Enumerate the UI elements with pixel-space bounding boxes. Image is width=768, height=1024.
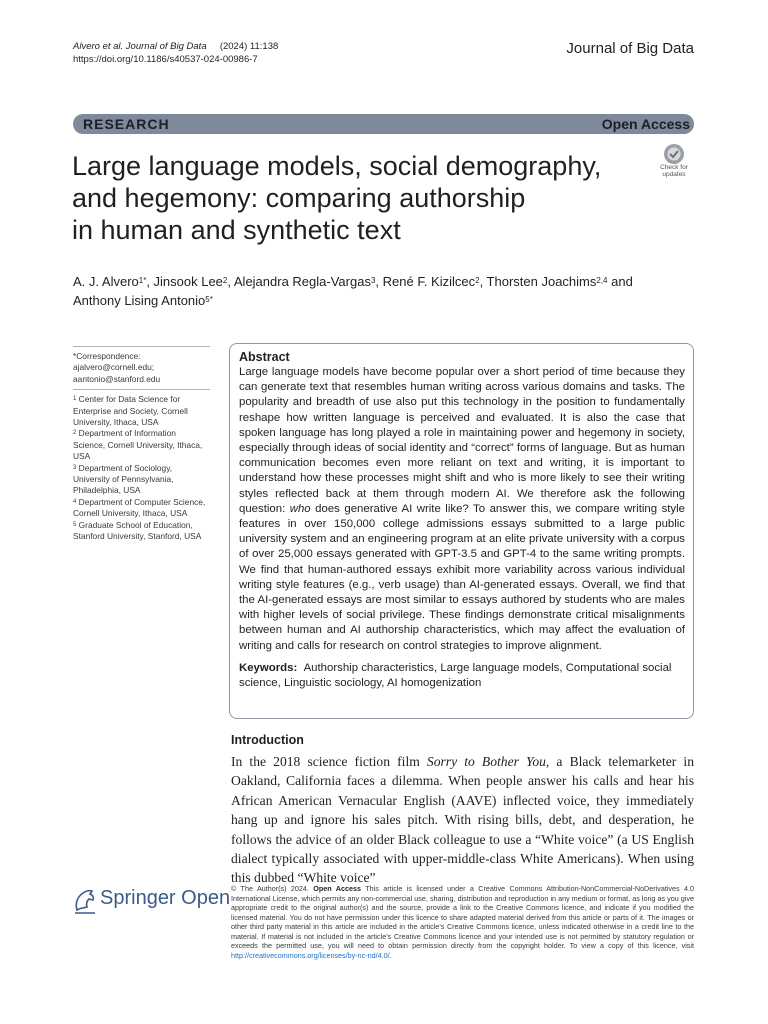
correspondence-label: *Correspondence: — [73, 351, 141, 361]
author-affil: 2 — [222, 276, 228, 285]
open-access-bold: Open Access — [313, 884, 361, 893]
affiliations-sidebar — [73, 346, 210, 543]
license-text — [231, 884, 694, 960]
keywords-label: Keywords: — [239, 661, 298, 674]
section-band — [73, 114, 694, 134]
introduction-heading: Introduction — [231, 733, 304, 747]
springer-open-logo — [72, 886, 231, 921]
author-affil: 1* — [138, 276, 147, 285]
check-for-updates-badge[interactable] — [655, 141, 693, 179]
correspondence-email-2[interactable]: aantonio@stanford.edu — [73, 373, 161, 384]
open-access-label: Open Access — [601, 116, 690, 132]
author-affil: 3 — [370, 276, 376, 285]
license-end: . — [389, 950, 392, 960]
affil-number: 4 — [73, 498, 77, 505]
affiliation-item — [73, 497, 210, 520]
abstract-heading: Abstract — [239, 350, 290, 364]
affiliation-item — [73, 463, 210, 497]
abstract-text-emphasis: who — [289, 502, 311, 515]
affiliation-item — [73, 428, 210, 462]
intro-text: In the 2018 science fiction film — [231, 754, 427, 769]
author-affil: 5* — [205, 295, 213, 304]
springer-open-text: Springer Open — [100, 887, 231, 909]
correspondence-email-1[interactable]: ajalvero@cornell.edu; — [73, 362, 155, 373]
affil-text: Department of Computer Science, Cornell University, Ithaca, USA — [73, 496, 206, 519]
copyright: © The Author(s) 2024. — [231, 884, 314, 893]
film-title: Sorry to Bother You — [426, 754, 546, 769]
affil-text: Graduate School of Education, Stanford University, Stanford, USA — [73, 519, 202, 542]
affil-number: 5 — [73, 521, 77, 528]
introduction-paragraph — [231, 752, 694, 888]
affiliation-item — [73, 520, 210, 543]
abstract-text-part: Large language models have become popular over a short period of time because they can generate text that resembles human writing across various domains and tasks. The popularity and breadth of use also put this technology in the position to fundamentally reshape how written language is perceived and evaluated. It is also the case that spoken language has long played a role in maintaining power and hegemony in society, especially through ideas of social identity and “correct” forms of language. But as human communication becomes even more reliant on text and writing, it is important to understand how these processes might shift and who is more likely to see their writing styles reflected back at them through modern AI. We therefore ask the following question: — [239, 366, 685, 515]
license-link[interactable]: http://creativecommons.org/licenses/by-nc-nd/4.0/ — [231, 950, 390, 960]
title-line-2: and hegemony: comparing authorship — [72, 183, 526, 213]
abstract-text-part: does generative AI write like? To answer this, we compare writing style features in over 150,000 college admissions essays submitted to a large public university system and an engineering program at an elite private university with a corpus of over 25,000 essays generated with GPT-3.5 and GPT-4 to the same writing prompts. We find that human-authored essays exhibit more variability across various individual writing style features (e.g., verb usage) than AI-generated essays. Overall, we find that the AI-generated essays are most similar to essays authored by students who are males with higher levels of social privilege. These findings demonstrate critical misalignments between human and AI authorship characteristics, which may affect the evaluation of writing and calls for research on control strategies to improve alignment. — [239, 502, 685, 652]
author-conjunction: and — [607, 274, 633, 289]
keywords — [239, 661, 685, 691]
affil-text: Center for Data Science for Enterprise and Society, Cornell University, Ithaca, USA — [73, 394, 188, 428]
author-name[interactable]: , Jinsook Lee — [146, 274, 223, 289]
affil-text: Department of Sociology, University of Pennsylvania, Philadelphia, USA — [73, 462, 174, 496]
abstract-box — [229, 343, 694, 719]
affil-number: 3 — [73, 464, 77, 471]
journal-ref: Alvero et al. Journal of Big Data — [73, 41, 207, 52]
author-affil: 2 — [475, 276, 480, 285]
crossmark-line2: updates — [662, 171, 686, 178]
crossmark-line1: Check for — [660, 164, 688, 171]
author-name[interactable]: Anthony Lising Antonio — [73, 293, 206, 308]
author-name[interactable]: , Thorsten Joachims — [479, 274, 597, 289]
author-list — [73, 272, 633, 310]
author-affil: 2,4 — [596, 276, 608, 285]
crossmark-icon — [655, 141, 693, 179]
journal-volume: (2024) 11:138 — [219, 41, 279, 52]
intro-text: , a Black telemarketer in Oakland, California faces a dilemma. When people answer his calls and hear his African American Vernacular English (AAVE) inflected voice, they immediately hang up and ignore his sales pitch. With rising bills, debt, and desperation, he follows the advice of an older Black colleague to use a “White voice” (a US English dialect typically associated with upper-middle-class White Americans). When using this dubbed “White voice” — [231, 754, 694, 886]
article-title — [72, 150, 652, 246]
title-line-1: Large language models, social demography, — [72, 151, 602, 181]
springer-horse-icon — [72, 886, 98, 916]
author-name[interactable]: A. J. Alvero — [73, 274, 139, 289]
affil-number: 1 — [73, 396, 77, 403]
abstract-text — [239, 365, 685, 654]
doi-link[interactable]: https://doi.org/10.1186/s40537-024-00986-7 — [73, 54, 258, 65]
affiliation-item — [73, 394, 210, 428]
author-name[interactable]: , René F. Kizilcec — [375, 274, 476, 289]
affil-number: 2 — [73, 430, 77, 437]
title-line-3: in human and synthetic text — [72, 215, 401, 245]
journal-name: Journal of Big Data — [566, 40, 694, 57]
divider — [73, 389, 210, 390]
affil-text: Department of Information Science, Cornell University, Ithaca, USA — [73, 428, 203, 462]
keywords-list: Authorship characteristics, Large language models, Computational social science, Linguistic sociology, AI homogenization — [239, 661, 672, 690]
license-body: This article is licensed under a Creative Commons Attribution-NonCommercial-NoDerivatives 4.0 International License, which permits any non-commercial use, sharing, distribution and reproduction in any medium or format, as long as you give appropriate credit to the original author(s) and the source, provide a link to the Creative Commons licence, and indicate if you modified the licensed material. You do not have permission under this licence to share adapted material derived from this article or parts of it. The images or other third party material in this article are included in the article’s Creative Commons licence, unless indicated otherwise in a credit line to the material. If material is not included in the article’s Creative Commons licence and your intended use is not permitted by statutory regulation or exceeds the permitted use, you will need to obtain permission directly from the copyright holder. To view a copy of this licence, visit — [231, 884, 694, 950]
author-name[interactable]: , Alejandra Regla‑Vargas — [227, 274, 371, 289]
section-label: RESEARCH — [83, 116, 170, 132]
journal-citation — [73, 40, 278, 66]
divider — [73, 346, 210, 347]
